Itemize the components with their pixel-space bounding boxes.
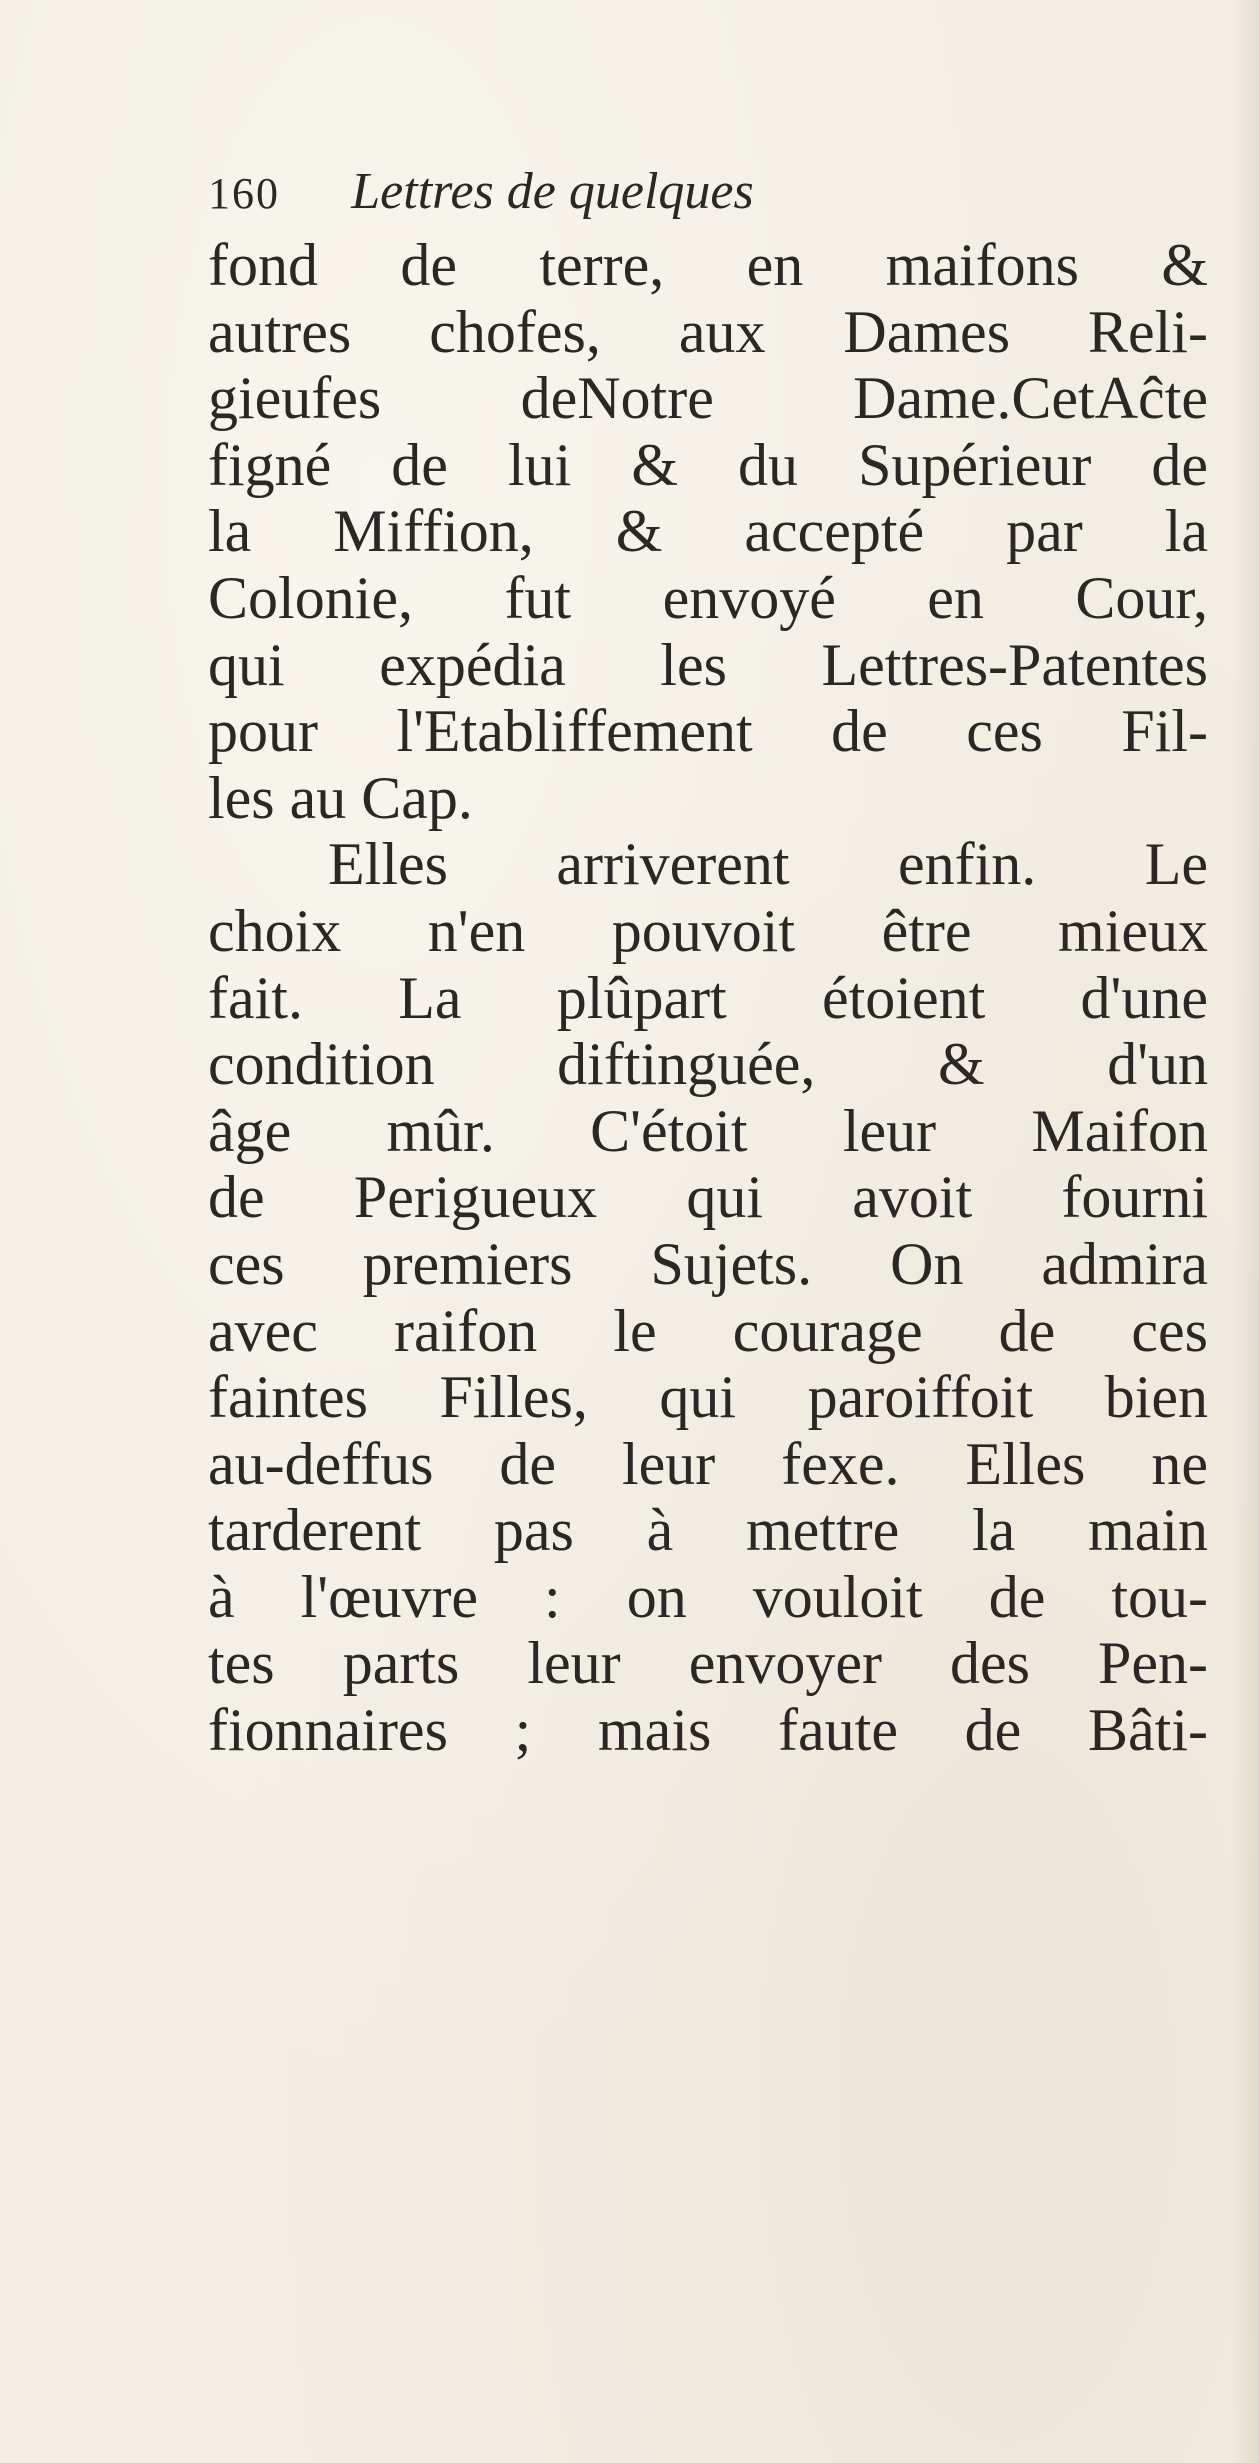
text-line: gieufes deNotre Dame.CetAĉte — [208, 365, 1208, 432]
text-line: Elles arriverent enfin. Le — [328, 831, 1208, 898]
running-head — [208, 160, 754, 224]
text-line: tes parts leur envoyer des Pen- — [208, 1630, 1208, 1697]
text-line: avec raifon le courage de ces — [208, 1297, 1208, 1364]
text-line: tarderent pas à mettre la main — [208, 1497, 1208, 1564]
text-line: de Perigueux qui avoit fourni — [208, 1164, 1208, 1231]
text-line: fionnaires ; mais faute de Bâti- — [208, 1697, 1208, 1764]
page-number: 160 — [208, 169, 280, 218]
text-line: Colonie, fut envoyé en Cour, — [208, 564, 1208, 631]
text-line: choix n'en pouvoit être mieux — [208, 897, 1208, 964]
text-line: fait. La plûpart étoient d'une — [208, 964, 1208, 1031]
paragraph-2 — [208, 831, 1208, 1763]
text-line: la Miffion, & accepté par la — [208, 498, 1208, 565]
text-line: ces premiers Sujets. On admira — [208, 1230, 1208, 1297]
body-text — [208, 232, 1208, 1764]
text-line: au-deffus de leur fexe. Elles ne — [208, 1430, 1208, 1497]
text-line: figné de lui & du Supérieur de — [208, 431, 1208, 498]
text-line: pour l'Etabliffement de ces Fil- — [208, 698, 1208, 765]
paragraph-1 — [208, 232, 1208, 831]
text-line: condition diftinguée, & d'un — [208, 1031, 1208, 1098]
running-title: Lettres de quelques — [351, 163, 754, 220]
text-line: qui expédia les Lettres-Patentes — [208, 631, 1208, 698]
page-edge-shadow — [1233, 0, 1259, 2463]
text-line: fond de terre, en maifons & — [208, 232, 1208, 298]
text-line: à l'œuvre : on vouloit de tou- — [208, 1563, 1208, 1630]
text-line: les au Cap. — [208, 764, 473, 831]
text-line: faintes Filles, qui paroiffoit bien — [208, 1364, 1208, 1431]
text-line: âge mûr. C'étoit leur Maifon — [208, 1097, 1208, 1164]
text-line: autres chofes, aux Dames Reli- — [208, 298, 1208, 365]
